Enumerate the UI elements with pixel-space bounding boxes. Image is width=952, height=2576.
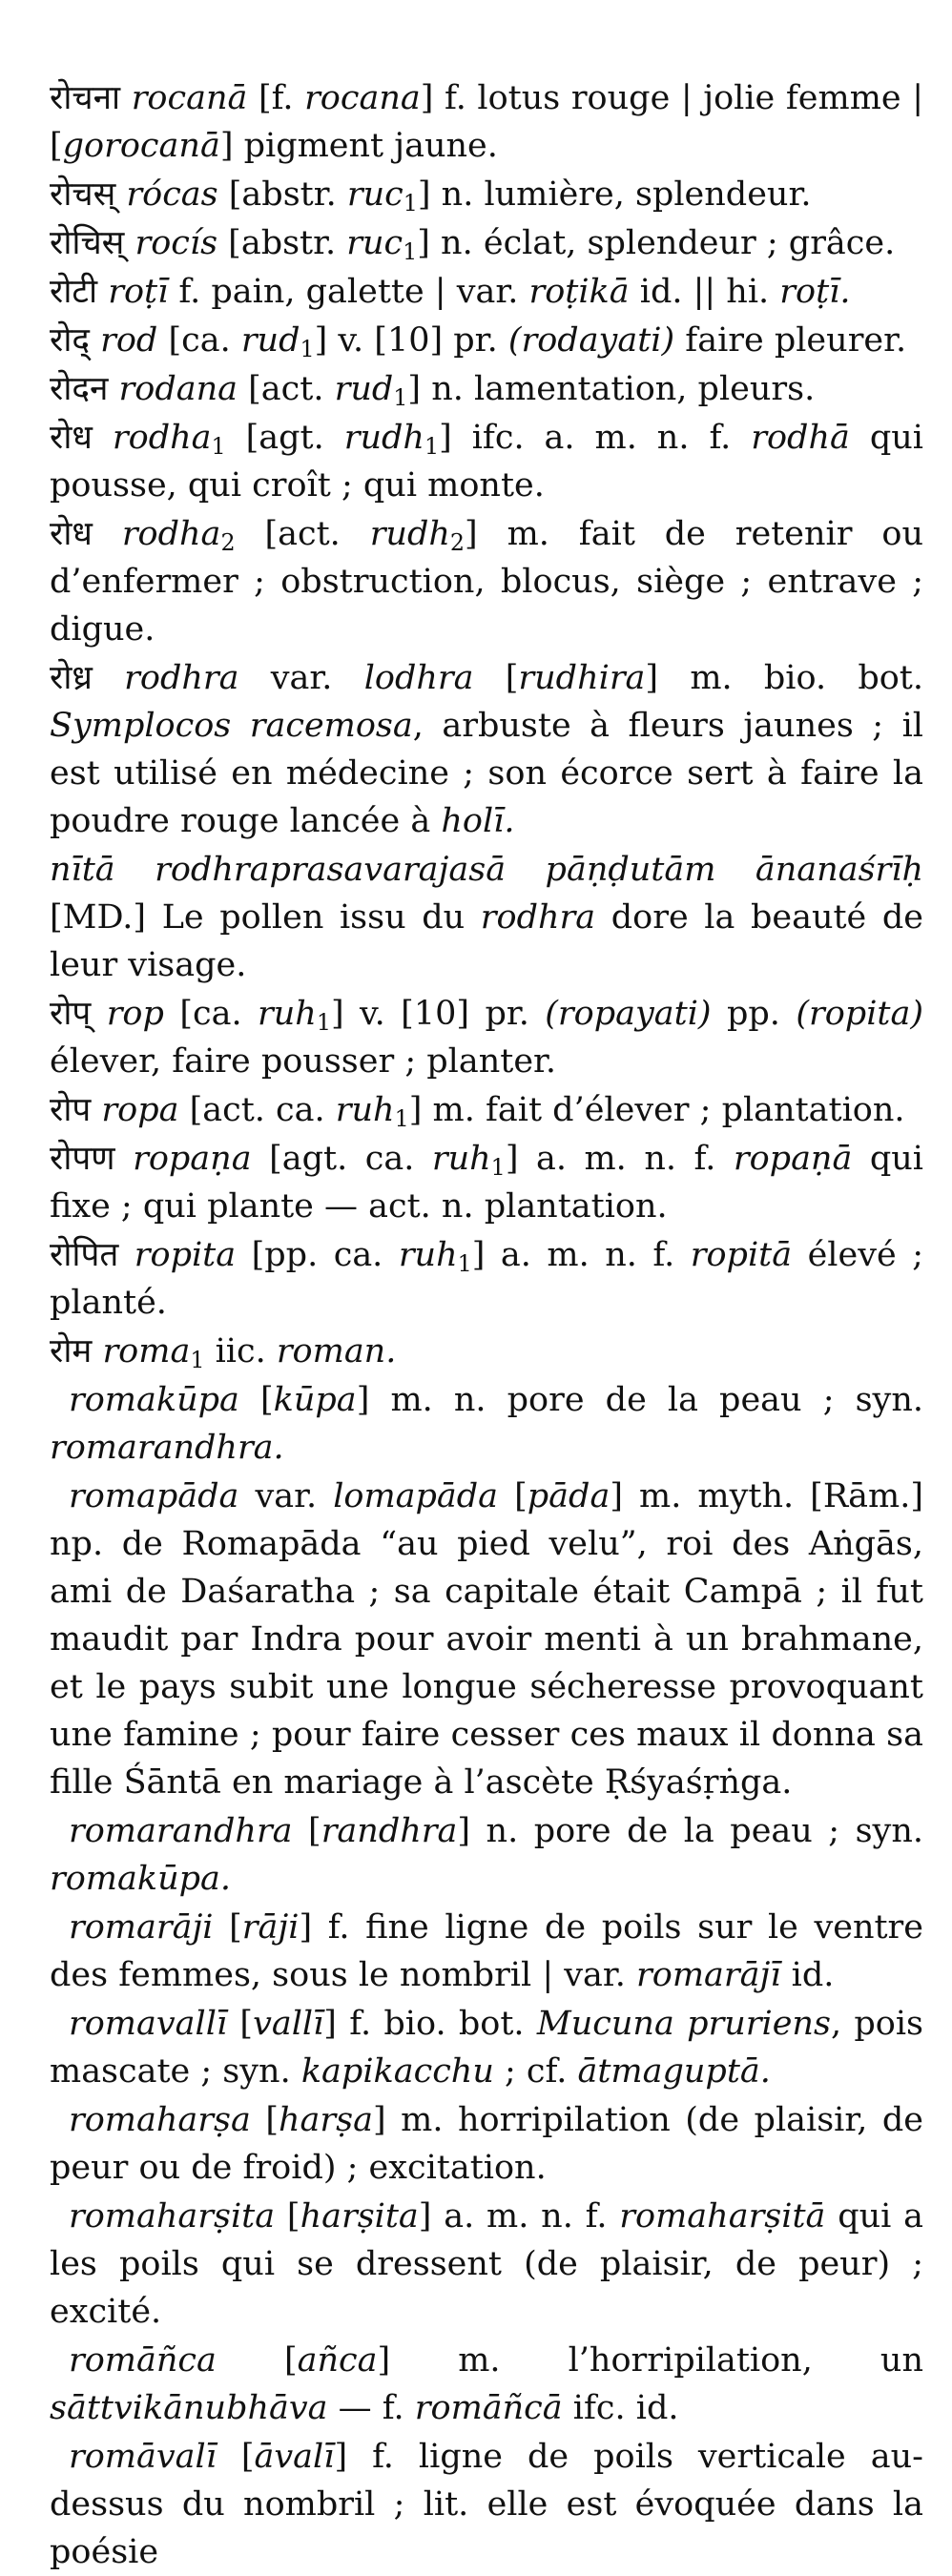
definition-text: ] n. pore de la peau ; syn. <box>457 1812 923 1850</box>
dictionary-entry <box>50 414 923 509</box>
italic-text: romarājī <box>636 1956 781 1994</box>
subscript-number: 1 <box>394 1104 409 1132</box>
definition-text: pp. <box>711 995 797 1033</box>
dictionary-subentry <box>50 1807 923 1903</box>
definition-text: [ <box>238 1381 274 1419</box>
italic-text: romavallī <box>69 2005 228 2043</box>
headword-transliteration: roma <box>102 1332 191 1370</box>
italic-text: rud <box>334 370 394 408</box>
italic-text: (ropita) <box>796 995 923 1033</box>
definition-text: [ <box>292 1812 321 1850</box>
italic-text: rodhā <box>751 419 850 457</box>
subscript-number: 1 <box>403 189 418 216</box>
italic-text: roṭī. <box>779 273 851 311</box>
definition-text: ] n. éclat, splendeur ; grâce. <box>417 224 896 262</box>
definition-text: ] m. horripilation (de plaisir, de peur ou de froid) ; excitation. <box>50 2101 923 2187</box>
italic-text: gorocanā <box>62 127 220 165</box>
italic-text: ruh <box>335 1091 395 1129</box>
italic-text: ropaṇā <box>733 1140 853 1178</box>
dictionary-entry <box>50 1135 923 1230</box>
italic-text: romāñca <box>69 2341 217 2380</box>
headword-transliteration: rodha <box>121 515 221 553</box>
definition-text: ; cf. <box>493 2052 578 2091</box>
italic-text: ruh <box>257 995 317 1033</box>
definition-text: qui fixe ; qui plante — act. n. plantation. <box>50 1140 923 1226</box>
dictionary-subentry <box>50 2337 923 2432</box>
italic-text: (rodayati) <box>507 321 675 360</box>
subscript-number: 1 <box>457 1249 472 1277</box>
headword-transliteration: roṭī <box>108 273 169 311</box>
italic-text: rodhra <box>480 898 596 937</box>
dictionary-subentry <box>50 2096 923 2192</box>
definition-text: id. <box>780 1956 835 1994</box>
definition-text: ] m. n. pore de la peau ; syn. <box>356 1381 923 1419</box>
subscript-number: 1 <box>403 237 418 265</box>
definition-text: ifc. id. <box>562 2389 679 2427</box>
italic-text: romapāda <box>69 1477 239 1515</box>
dictionary-subentry <box>50 2433 923 2576</box>
definition-text: [ <box>216 2438 255 2476</box>
definition-text: élever, faire pousser ; planter. <box>50 1042 557 1081</box>
subscript-number: 2 <box>449 528 466 556</box>
definition-text: ] f. lotus rouge | jolie femme | [ <box>50 79 923 165</box>
italic-text: añca <box>297 2341 378 2380</box>
italic-text: romakūpa. <box>50 1860 232 1898</box>
italic-text: āvalī <box>254 2438 335 2476</box>
italic-text: romarāji <box>69 1908 214 1947</box>
italic-text: randhra <box>321 1812 458 1850</box>
definition-text: [pp. ca. <box>236 1236 399 1274</box>
italic-text: romarandhra. <box>50 1429 284 1467</box>
definition-text: ] m. l’horripilation, un <box>377 2341 923 2380</box>
italic-text: romakūpa <box>69 1381 239 1419</box>
dictionary-entry <box>50 74 923 170</box>
dictionary-subentry <box>50 1904 923 1999</box>
dictionary-entry <box>50 219 923 267</box>
definition-text: ] a. m. n. f. <box>418 2197 620 2236</box>
subscript-number: 1 <box>316 1008 331 1036</box>
italic-text: (ropayati) <box>545 995 712 1033</box>
italic-text: kūpa <box>273 1381 357 1419</box>
italic-text: romarandhra <box>69 1812 293 1850</box>
italic-text: Mucuna pruriens <box>536 2005 831 2043</box>
italic-text: rud <box>240 321 300 360</box>
definition-text: [ <box>250 2101 279 2139</box>
dictionary-entry <box>50 1231 923 1327</box>
definition-text: [act. ca. <box>178 1091 336 1129</box>
italic-text: ātmaguptā. <box>577 2052 771 2091</box>
dictionary-quotation <box>50 846 923 989</box>
headword-transliteration: rodha <box>112 419 212 457</box>
italic-text: romaharṣitā <box>619 2197 826 2236</box>
definition-text: id. || hi. <box>629 273 780 311</box>
definition-text: , arbuste à fleurs jaunes ; il est utilisé en médecine ; son écorce sert à faire la poudre rouge lancée à <box>50 707 923 840</box>
headword-devanagari: रोपण <box>50 1140 115 1178</box>
italic-text: rāji <box>241 1908 300 1947</box>
definition-text: qui a les poils qui se dressent (de plaisir, de peur) ; excité. <box>50 2197 924 2331</box>
dictionary-entry <box>50 1086 923 1134</box>
italic-text: romāvalī <box>69 2438 217 2476</box>
headword-transliteration: ropa <box>101 1091 179 1129</box>
dictionary-subentry <box>50 2193 923 2336</box>
definition-text: ] f. bio. bot. <box>323 2005 537 2043</box>
italic-text: holī. <box>441 802 515 840</box>
definition-text: ] a. m. n. f. <box>471 1236 691 1274</box>
definition-text: [ <box>216 2341 298 2380</box>
italic-text: lomapāda <box>333 1477 499 1515</box>
definition-text: ] m. myth. [Rām.] np. de Romapāda “au pied velu”, roi des Aṅgās, ami de Daśaratha ; sa capitale était Campā ; il fut maudit par Indra pour avoir menti à un brahmane, et le pays subit une longue sécheresse provoquant une famine ; pour faire cesser ces maux il donna sa fille Śāntā en mariage à l’ascète Ṛśyaśṛṅga. <box>50 1477 924 1802</box>
italic-text: rocana <box>304 79 421 117</box>
italic-text: ruh <box>431 1140 491 1178</box>
headword-transliteration: rocís <box>135 224 218 262</box>
italic-text: ruc <box>346 224 404 262</box>
definition-text: [ <box>227 2005 254 2043</box>
definition-text: ] n. lumière, splendeur. <box>417 175 812 214</box>
definition-text: [MD.] Le pollen issu du <box>50 898 481 937</box>
definition-text: , pois mascate ; syn. <box>50 2005 924 2091</box>
definition-text: f. pain, galette | var. <box>168 273 529 311</box>
definition-text: [agt. <box>225 419 344 457</box>
definition-text: dore la beauté de leur visage. <box>50 898 923 984</box>
definition-text: ] m. fait d’élever ; plantation. <box>408 1091 905 1129</box>
definition-text: [f. <box>247 79 305 117</box>
subscript-number: 1 <box>300 335 315 362</box>
definition-text: ] a. m. n. f. <box>505 1140 734 1178</box>
italic-text: rudh <box>369 515 450 553</box>
dictionary-entry <box>50 510 923 653</box>
italic-text: rudhira <box>518 659 646 697</box>
definition-text: ] v. [10] pr. <box>330 995 546 1033</box>
headword-transliteration: ropita <box>134 1236 237 1274</box>
definition-text: ] f. fine ligne de poils sur le ventre des femmes, sous le nombril | var. <box>50 1908 923 1994</box>
italic-text: harṣa <box>279 2101 373 2139</box>
dictionary-subentry <box>50 2000 923 2095</box>
italic-text: nītā rodhraprasavarajasā pāṇḍutām ānanaśrīḥ <box>50 851 923 889</box>
headword-transliteration: rócas <box>126 175 218 214</box>
dictionary-entry <box>50 654 923 845</box>
dictionary-entry <box>50 171 923 218</box>
subscript-number: 1 <box>211 432 226 460</box>
definition-text: [ <box>473 659 519 697</box>
definition-text: [ <box>213 1908 242 1947</box>
italic-text: sāttvikānubhāva <box>50 2389 328 2427</box>
headword-devanagari: रोदन <box>50 370 109 408</box>
dictionary-subentry <box>50 1473 923 1806</box>
italic-text: romaharṣita <box>69 2197 276 2236</box>
headword-devanagari: रोध <box>50 515 93 553</box>
italic-text: ruc <box>346 175 404 214</box>
italic-text: pāda <box>527 1477 611 1515</box>
headword-devanagari: रोध्र <box>50 659 93 697</box>
subscript-number: 1 <box>424 432 440 460</box>
italic-text: harṣita <box>300 2197 419 2236</box>
definition-text: [abstr. <box>217 175 347 214</box>
definition-text: [ <box>275 2197 300 2236</box>
italic-text: romāñcā <box>414 2389 563 2427</box>
dictionary-entry <box>50 365 923 413</box>
definition-text: faire pleurer. <box>674 321 907 360</box>
headword-transliteration: rop <box>106 995 164 1033</box>
headword-transliteration: rod <box>100 321 158 360</box>
headword-devanagari: रोम <box>50 1332 93 1370</box>
definition-text: ] f. ligne de poils verticale au-dessus du nombril ; lit. elle est évoquée dans la poésie <box>50 2438 923 2571</box>
definition-text: var. <box>238 659 364 697</box>
definition-text: [agt. ca. <box>251 1140 432 1178</box>
definition-text: qui pousse, qui croît ; qui monte. <box>50 419 923 505</box>
italic-text: lodhra <box>363 659 474 697</box>
definition-text: ] n. lamentation, pleurs. <box>407 370 816 408</box>
headword-devanagari: रोध <box>50 419 93 457</box>
subscript-number: 2 <box>220 528 236 556</box>
dictionary-entry <box>50 317 923 364</box>
definition-text: élevé ; planté. <box>50 1236 923 1322</box>
definition-text: [ca. <box>157 321 241 360</box>
dictionary-entry <box>50 990 923 1085</box>
definition-text: [ <box>498 1477 528 1515</box>
headword-devanagari: रोप <box>50 1091 92 1129</box>
definition-text: ] pigment jaune. <box>219 127 498 165</box>
dictionary-entry <box>50 268 923 316</box>
headword-transliteration: rodana <box>118 370 238 408</box>
italic-text: Symplocos racemosa <box>50 707 413 745</box>
dictionary-entry <box>50 1328 923 1375</box>
italic-text: ropitā <box>690 1236 793 1274</box>
definition-text: iic. <box>204 1332 277 1370</box>
headword-devanagari: रोद् <box>50 321 90 360</box>
italic-text: rudh <box>343 419 424 457</box>
definition-text: [abstr. <box>217 224 347 262</box>
subscript-number: 1 <box>190 1346 205 1373</box>
italic-text: roman. <box>276 1332 397 1370</box>
headword-devanagari: रोचिस् <box>50 224 125 262</box>
definition-text: ] v. [10] pr. <box>314 321 508 360</box>
definition-text: var. <box>238 1477 334 1515</box>
italic-text: roṭikā <box>528 273 630 311</box>
definition-text: ] m. fait de retenir ou d’enfermer ; obstruction, blocus, siège ; entrave ; digue. <box>50 515 923 649</box>
italic-text: vallī <box>253 2005 324 2043</box>
italic-text: kapikacchu <box>300 2052 494 2091</box>
headword-transliteration: rocanā <box>131 79 248 117</box>
headword-devanagari: रोचस् <box>50 175 116 214</box>
headword-devanagari: रोपित <box>50 1236 119 1274</box>
definition-text: [act. <box>238 370 335 408</box>
headword-transliteration: rodhra <box>124 659 239 697</box>
definition-text: ] m. bio. bot. <box>645 659 923 697</box>
definition-text: [ca. <box>163 995 258 1033</box>
italic-text: romaharṣa <box>69 2101 251 2139</box>
italic-text: ruh <box>398 1236 458 1274</box>
definition-text: ] ifc. a. m. n. f. <box>439 419 752 457</box>
headword-devanagari: रोटी <box>50 273 98 311</box>
definition-text: [act. <box>235 515 370 553</box>
subscript-number: 1 <box>490 1153 506 1181</box>
definition-text: — f. <box>327 2389 415 2427</box>
subscript-number: 1 <box>393 383 408 411</box>
headword-devanagari: रोप् <box>50 995 92 1033</box>
headword-transliteration: ropaṇa <box>133 1140 252 1178</box>
dictionary-subentry <box>50 1376 923 1472</box>
headword-devanagari: रोचना <box>50 79 121 117</box>
